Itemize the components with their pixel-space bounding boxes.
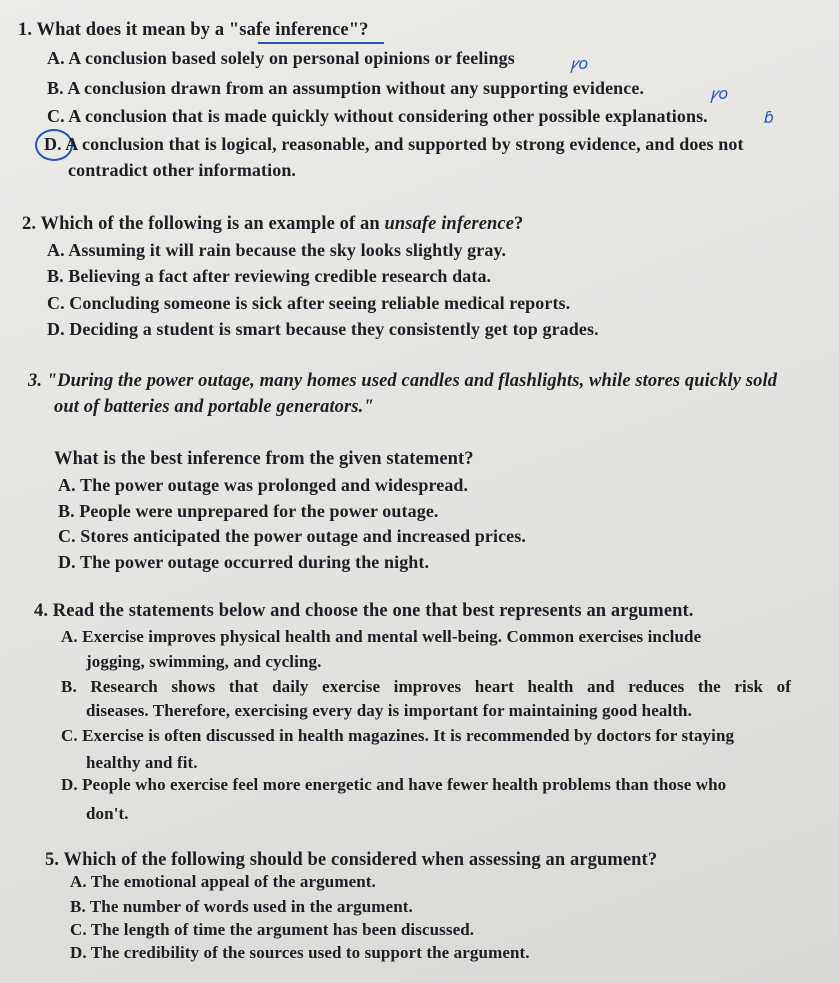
q2-text-end: ? [514,214,524,234]
question-3-quote-line2: out of batteries and portable generators." [54,397,374,417]
handwritten-no-mark: ꝩo [710,84,729,103]
q4-option-c: C. Exercise is often discussed in health magazines. It is recommended by doctors for staying [61,726,735,745]
question-1: 1. What does it mean by a "safe inference"? [18,20,369,40]
q1-option-c: C. A conclusion that is made quickly without considering other possible explanations. [47,106,708,126]
q5-option-a: A. The emotional appeal of the argument. [70,872,376,891]
q2-option-d: D. Deciding a student is smart because they consistently get top grades. [47,319,599,339]
q4-option-a: A. Exercise improves physical health and mental well-being. Common exercises include [61,627,702,646]
q4-option-a-cont: jogging, swimming, and cycling. [86,652,322,671]
q5-option-c: C. The length of time the argument has been discussed. [70,920,475,939]
question-4: 4. Read the statements below and choose the one that best represents an argument. [34,601,694,621]
q3-option-d: D. The power outage occurred during the night. [58,552,430,572]
handwritten-no-mark: ɓ [764,108,775,127]
q1-option-a: A. A conclusion based solely on personal opinions or feelings [47,48,515,68]
question-3-quote-line1: 3. "During the power outage, many homes used candles and flashlights, while stores quickly sold [28,371,778,391]
q4-option-d-cont: don't. [86,804,129,823]
underline-mark [258,42,384,44]
q2-option-c: C. Concluding someone is sick after seeing reliable medical reports. [47,293,571,313]
question-3: What is the best inference from the given statement? [54,449,474,469]
q2-option-b: B. Believing a fact after reviewing credible research data. [47,266,492,286]
q2-text: 2. Which of the following is an example of an [22,214,385,234]
question-2 [22,213,523,235]
handwritten-no-mark: ꝩo [570,54,589,73]
q2-emphasis: unsafe inference [384,214,515,234]
q4-option-d: D. People who exercise feel more energetic and have fewer health problems than those who [61,775,727,794]
q1-option-d-cont: contradict other information. [68,160,297,180]
q4-option-b: B. Research shows that daily exercise improves heart health and reduces the risk of [61,677,791,696]
q1-option-d: D. A conclusion that is logical, reasonable, and supported by strong evidence, and does not [44,134,744,154]
q3-option-c: C. Stores anticipated the power outage and increased prices. [58,526,526,546]
q2-option-a: A. Assuming it will rain because the sky looks slightly gray. [47,240,507,260]
q4-option-c-cont: healthy and fit. [86,753,198,772]
q5-option-d: D. The credibility of the sources used to support the argument. [70,943,530,962]
q3-option-b: B. People were unprepared for the power outage. [58,501,439,521]
question-5: 5. Which of the following should be considered when assessing an argument? [45,850,658,870]
q5-option-b: B. The number of words used in the argument. [70,897,413,916]
q1-option-b: B. A conclusion drawn from an assumption without any supporting evidence. [47,78,645,98]
q4-option-b-cont: diseases. Therefore, exercising every day is important for maintaining good health. [86,701,692,720]
q3-option-a: A. The power outage was prolonged and widespread. [58,475,469,495]
